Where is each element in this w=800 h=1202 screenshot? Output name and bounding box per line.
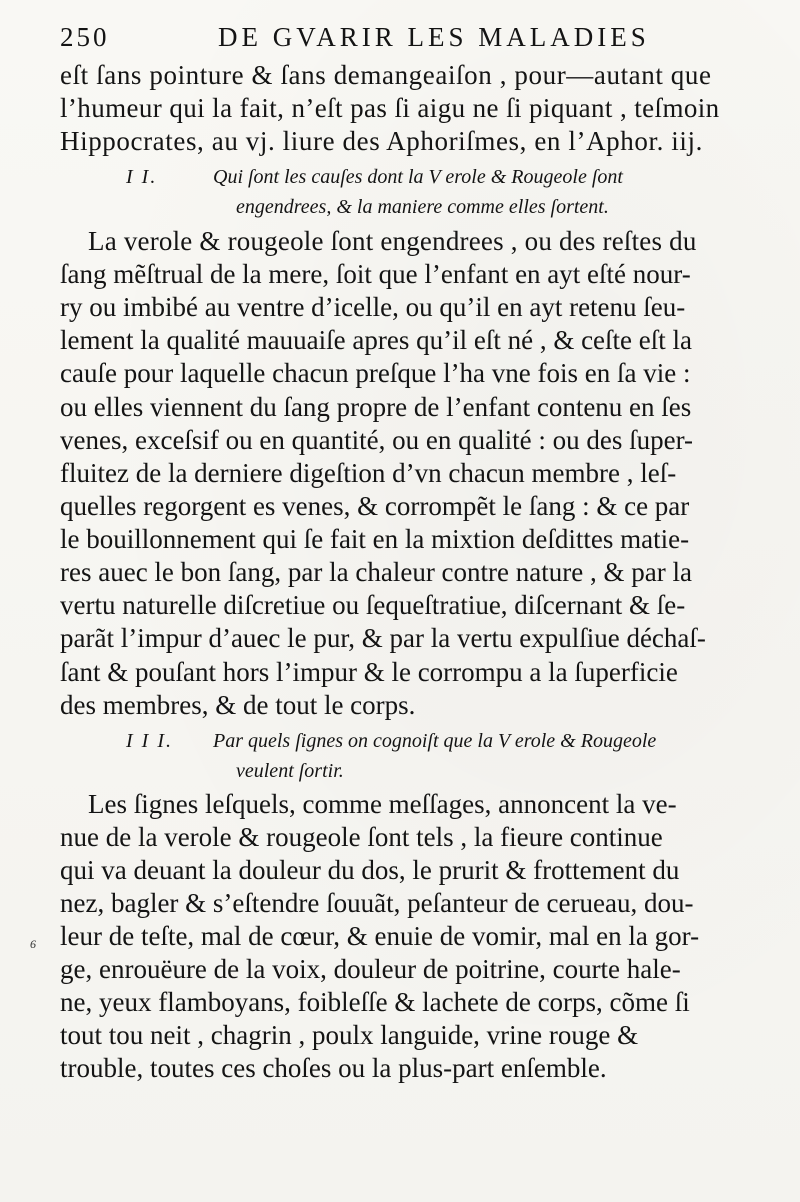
margin-mark: 6 (30, 937, 36, 951)
section-numeral: I I I. (126, 730, 173, 752)
text-line: fluitez de la derniere digeſtion d’vn chacun membre , leſ- (60, 458, 677, 488)
running-title: DE GVARIR LES MALADIES (218, 22, 650, 52)
text-line: nue de la verole & rougeole ſont tels , la fieure continue (60, 822, 663, 852)
text-line: leur de teſte, mal de cœur, & enuie de vomir, mal en la gor- (60, 921, 700, 951)
text-line: ge, enrouëure de la voix, douleur de poitrine, courte hale- (60, 954, 681, 984)
text-line: res auec le bon ſang, par la chaleur contre nature , & par la (60, 557, 692, 587)
text-line: lement la qualité mauuaiſe apres qu’il eſt né , & ceſte eſt la (60, 325, 692, 355)
text-line: tout tou neit , chagrin , poulx languide, vrine rouge & (60, 1020, 639, 1050)
section-heading-line: engendrees, & la maniere comme elles ſortent. (236, 196, 609, 218)
text-line: Les ſignes leſquels, comme meſſages, annoncent la ve- (88, 789, 677, 819)
text-line: ou elles viennent du ſang propre de l’enfant contenu en ſes (60, 392, 692, 422)
text-line: le bouillonnement qui ſe fait en la mixtion deſdittes matie- (60, 524, 690, 554)
section-heading-line: Par quels ſignes on cognoiſt que la V erole & Rougeole (213, 730, 657, 752)
text-line: quelles regorgent es venes, & corrompẽt le ſang : & ce par (60, 491, 690, 521)
text-line: venes, exceſsif ou en quantité, ou en qualité : ou des ſuper- (60, 425, 694, 455)
text-line: vertu naturelle diſcretiue ou ſequeſtratiue, diſcernant & ſe- (60, 590, 686, 620)
running-head (60, 22, 740, 62)
text-line: des membres, & de tout le corps. (60, 690, 416, 720)
text-line: l’humeur qui la fait, n’eſt pas ſi aigu ne ſi piquant , teſmoin (60, 93, 720, 123)
text-line: La verole & rougeole ſont engendrees , ou des reſtes du (88, 226, 697, 256)
text-line: nez, bagler & s’eſtendre ſouuãt, peſanteur de cerueau, dou- (60, 888, 694, 918)
section-heading-line: Qui ſont les cauſes dont la V erole & Rougeole ſont (213, 166, 623, 188)
text-line: ry ou imbibé au ventre d’icelle, ou qu’il en ayt retenu ſeu- (60, 292, 686, 322)
text-line: ſant & pouſant hors l’impur & le corrompu a la ſuperficie (60, 657, 678, 687)
text-line: Hippocrates, au vj. liure des Aphoriſmes, en l’Aphor. iij. (60, 126, 703, 156)
text-line: ne, yeux flamboyans, foibleſſe & lachete de corps, cõme ſi (60, 987, 690, 1017)
section-numeral: I I. (126, 166, 158, 188)
text-line: trouble, toutes ces choſes ou la plus-part enſemble. (60, 1053, 607, 1083)
page-number: 250 (60, 22, 110, 52)
text-line: ſang mẽſtrual de la mere, ſoit que l’enfant en ayt eſté nour- (60, 259, 691, 289)
text-line: parãt l’impur d’auec le pur, & par la vertu expulſiue déchaſ- (60, 623, 706, 653)
text-line: cauſe pour laquelle chacun preſque l’ha vne fois en ſa vie : (60, 358, 691, 388)
text-line: eſt ſans pointure & ſans demangeaiſon , pour—autant que (60, 60, 712, 90)
section-heading-line: veulent ſortir. (236, 760, 344, 782)
text-line: qui va deuant la douleur du dos, le prurit & frottement du (60, 855, 680, 885)
